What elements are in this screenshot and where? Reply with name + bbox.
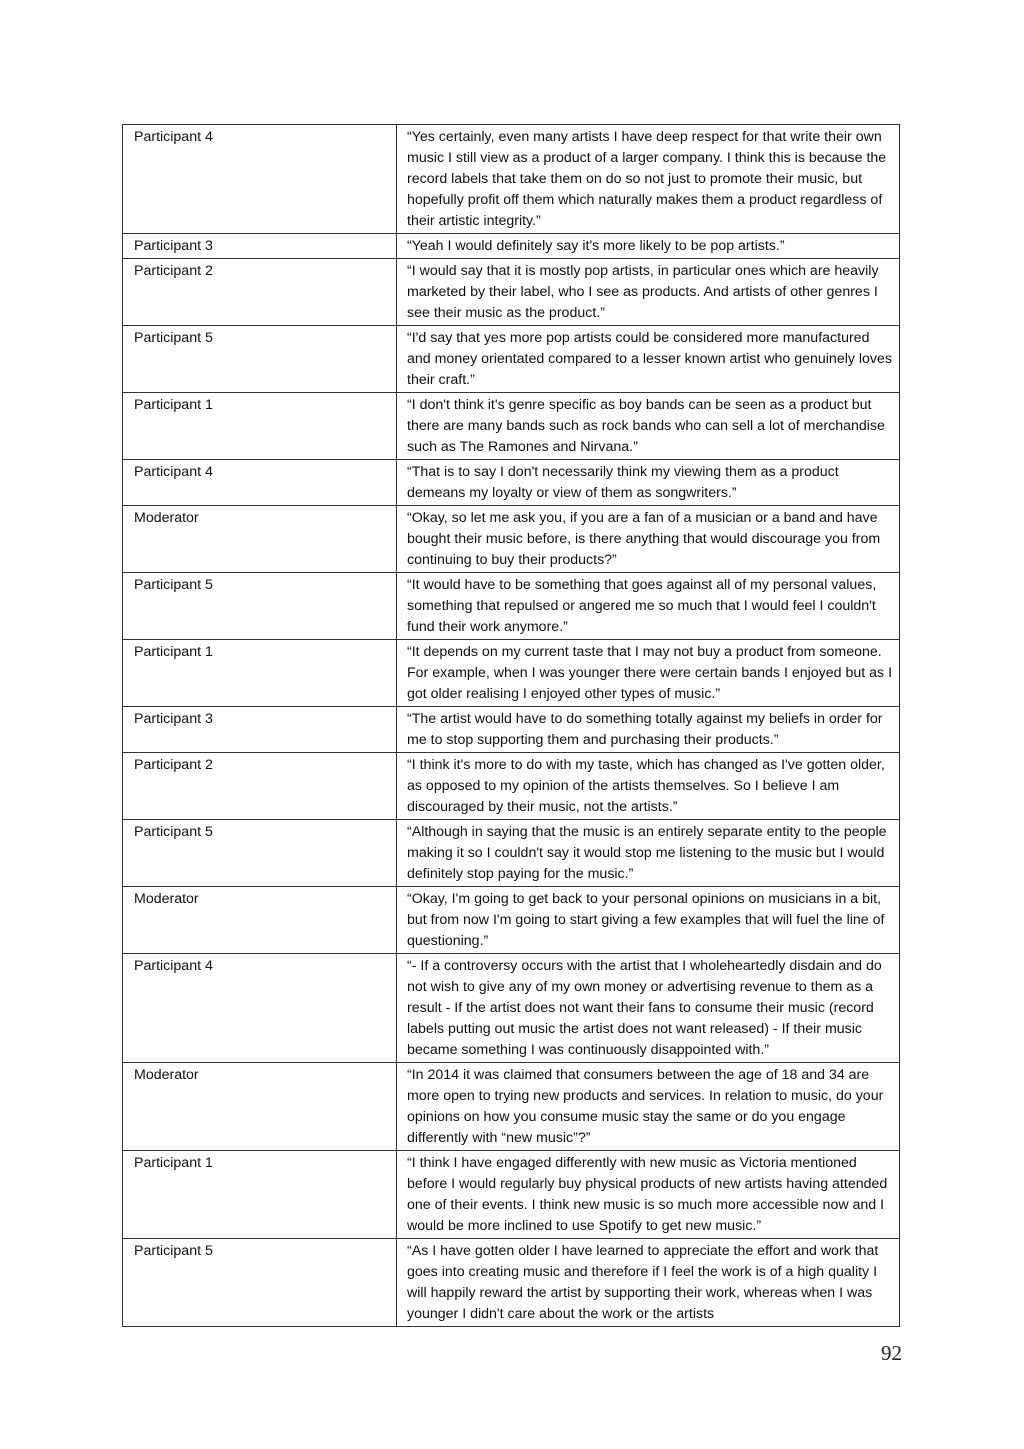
speaker-cell: Participant 4 — [123, 460, 397, 506]
speaker-cell: Participant 4 — [123, 125, 397, 234]
quote-cell: “It depends on my current taste that I may not buy a product from someone. For example, when I was younger there were certain bands I enjoyed but as I got older realising I enjoyed other types of music.” — [397, 640, 900, 707]
quote-cell: “I'd say that yes more pop artists could be considered more manufactured and money orientated compared to a lesser known artist who genuinely loves their craft.” — [397, 326, 900, 393]
speaker-cell: Moderator — [123, 1063, 397, 1151]
speaker-cell: Participant 3 — [123, 707, 397, 753]
speaker-cell: Moderator — [123, 506, 397, 573]
table-row — [123, 753, 900, 820]
table-row — [123, 573, 900, 640]
table-row — [123, 259, 900, 326]
table-row — [123, 234, 900, 259]
quote-cell: “I think I have engaged differently with new music as Victoria mentioned before I would regularly buy physical products of new artists having attended one of their events. I think new music is so much more accessible now and I would be more inclined to use Spotify to get new music.” — [397, 1151, 900, 1239]
speaker-cell: Moderator — [123, 887, 397, 954]
speaker-cell: Participant 4 — [123, 954, 397, 1063]
table-row — [123, 887, 900, 954]
table-row — [123, 393, 900, 460]
quote-cell: “It would have to be something that goes against all of my personal values, something that repulsed or angered me so much that I would feel I couldn't fund their work anymore.” — [397, 573, 900, 640]
speaker-cell: Participant 2 — [123, 753, 397, 820]
table-row — [123, 820, 900, 887]
page-number: 92 — [881, 1341, 902, 1365]
table-row — [123, 326, 900, 393]
quote-cell: “Yeah I would definitely say it's more likely to be pop artists.” — [397, 234, 900, 259]
table-row — [123, 954, 900, 1063]
quote-cell: “In 2014 it was claimed that consumers between the age of 18 and 34 are more open to trying new products and services. In relation to music, do your opinions on how you consume music stay the same or do you engage differently with “new music”?” — [397, 1063, 900, 1151]
table-row — [123, 1063, 900, 1151]
table-row — [123, 506, 900, 573]
speaker-cell: Participant 5 — [123, 326, 397, 393]
speaker-cell: Participant 3 — [123, 234, 397, 259]
speaker-cell: Participant 5 — [123, 573, 397, 640]
table-row — [123, 1151, 900, 1239]
quote-cell: “I think it's more to do with my taste, which has changed as I've gotten older, as opposed to my opinion of the artists themselves. So I believe I am discouraged by their music, not the artists.” — [397, 753, 900, 820]
speaker-cell: Participant 1 — [123, 393, 397, 460]
transcript-table — [122, 124, 900, 1327]
quote-cell: “- If a controversy occurs with the artist that I wholeheartedly disdain and do not wish to give any of my own money or advertising revenue to them as a result - If the artist does not want their fans to consume their music (record labels putting out music the artist does not want released) - If their music became something I was continuously disappointed with.” — [397, 954, 900, 1063]
speaker-cell: Participant 5 — [123, 820, 397, 887]
quote-cell: “Yes certainly, even many artists I have deep respect for that write their own music I still view as a product of a larger company. I think this is because the record labels that take them on do so not just to promote their music, but hopefully profit off them which naturally makes them a product regardless of their artistic integrity.” — [397, 125, 900, 234]
quote-cell: “I don't think it's genre specific as boy bands can be seen as a product but there are many bands such as rock bands who can sell a lot of merchandise such as The Ramones and Nirvana.” — [397, 393, 900, 460]
table-row — [123, 460, 900, 506]
speaker-cell: Participant 1 — [123, 1151, 397, 1239]
quote-cell: “I would say that it is mostly pop artists, in particular ones which are heavily marketed by their label, who I see as products. And artists of other genres I see their music as the product.” — [397, 259, 900, 326]
quote-cell: “That is to say I don't necessarily think my viewing them as a product demeans my loyalty or view of them as songwriters.” — [397, 460, 900, 506]
speaker-cell: Participant 1 — [123, 640, 397, 707]
quote-cell: “As I have gotten older I have learned to appreciate the effort and work that goes into creating music and therefore if I feel the work is of a high quality I will happily reward the artist by supporting their work, whereas when I was younger I didn't care about the work or the artists — [397, 1239, 900, 1327]
quote-cell: “Okay, I'm going to get back to your personal opinions on musicians in a bit, but from now I'm going to start giving a few examples that will fuel the line of questioning.” — [397, 887, 900, 954]
table-row — [123, 1239, 900, 1327]
table-row — [123, 640, 900, 707]
speaker-cell: Participant 2 — [123, 259, 397, 326]
quote-cell: “Okay, so let me ask you, if you are a fan of a musician or a band and have bought their music before, is there anything that would discourage you from continuing to buy their products?” — [397, 506, 900, 573]
transcript-body — [123, 125, 900, 1327]
table-row — [123, 125, 900, 234]
speaker-cell: Participant 5 — [123, 1239, 397, 1327]
quote-cell: “Although in saying that the music is an entirely separate entity to the people making it so I couldn't say it would stop me listening to the music but I would definitely stop paying for the music.” — [397, 820, 900, 887]
table-row — [123, 707, 900, 753]
quote-cell: “The artist would have to do something totally against my beliefs in order for me to stop supporting them and purchasing their products.” — [397, 707, 900, 753]
